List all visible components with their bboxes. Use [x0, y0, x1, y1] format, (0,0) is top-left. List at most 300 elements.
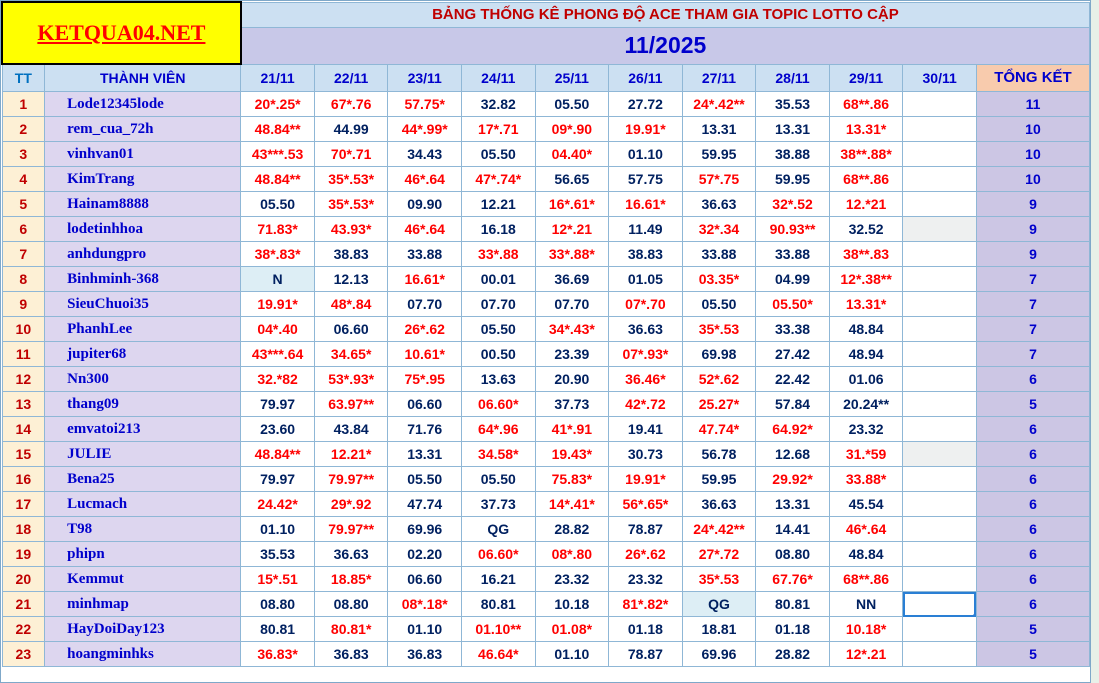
day-cell[interactable]	[903, 492, 977, 517]
day-cell[interactable]	[903, 542, 977, 567]
day-cell[interactable]: 69.96	[682, 642, 756, 667]
day-cell[interactable]	[903, 142, 977, 167]
member-name[interactable]: Lode12345lode	[45, 92, 241, 117]
day-cell[interactable]	[903, 417, 977, 442]
day-cell[interactable]: 33.88	[756, 242, 830, 267]
day-cell[interactable]: 24.42*	[241, 492, 315, 517]
day-cell[interactable]: 36.83	[314, 642, 388, 667]
row-index: 22	[2, 617, 45, 642]
row-index: 5	[2, 192, 45, 217]
day-cell[interactable]: 46.64*	[462, 642, 536, 667]
day-cell[interactable]	[903, 192, 977, 217]
day-cell[interactable]: 26*.62	[388, 317, 462, 342]
day-cell[interactable]: 16.21	[462, 567, 536, 592]
day-cell[interactable]: 05.50	[462, 467, 536, 492]
row-index: 11	[2, 342, 45, 367]
day-cell[interactable]: 47.74*	[682, 417, 756, 442]
day-cell[interactable]: 00.50	[462, 342, 536, 367]
row-total: 9	[976, 217, 1089, 242]
day-cell[interactable]: 57*.75	[682, 167, 756, 192]
day-cell[interactable]: 19.41	[609, 417, 683, 442]
day-cell[interactable]: 47*.74*	[462, 167, 536, 192]
day-cell[interactable]: 67.76*	[756, 567, 830, 592]
day-cell[interactable]: 68**.86	[829, 92, 903, 117]
row-index: 12	[2, 367, 45, 392]
row-index: 4	[2, 167, 45, 192]
day-cell[interactable]	[903, 92, 977, 117]
member-name[interactable]: emvatoi213	[45, 417, 241, 442]
day-cell[interactable]: 38.83	[314, 242, 388, 267]
site-logo	[2, 2, 241, 64]
day-cell[interactable]	[903, 117, 977, 142]
day-cell[interactable]: 13.31*	[829, 292, 903, 317]
row-total: 7	[976, 317, 1089, 342]
day-cell[interactable]: 36.63	[609, 317, 683, 342]
day-cell[interactable]: 33*.88*	[535, 242, 609, 267]
member-name[interactable]: Hainam8888	[45, 192, 241, 217]
day-cell[interactable]: N	[241, 267, 315, 292]
day-cell[interactable]: 71.83*	[241, 217, 315, 242]
day-cell[interactable]: 10.18	[535, 592, 609, 617]
day-cell[interactable]: 48.94	[829, 342, 903, 367]
member-name[interactable]: minhmap	[45, 592, 241, 617]
day-cell[interactable]: 08.80	[241, 592, 315, 617]
day-cell[interactable]	[903, 367, 977, 392]
day-cell[interactable]: 38.83	[609, 242, 683, 267]
row-total: 5	[976, 392, 1089, 417]
day-cell[interactable]	[903, 167, 977, 192]
day-cell[interactable]: 38*.83*	[241, 242, 315, 267]
table-row[interactable]	[2, 442, 1090, 467]
day-cell[interactable]: 07*.93*	[609, 342, 683, 367]
day-cell[interactable]	[903, 292, 977, 317]
day-cell[interactable]: QG	[682, 592, 756, 617]
day-cell[interactable]: 52*.62	[682, 367, 756, 392]
member-name[interactable]: Bena25	[45, 467, 241, 492]
day-cell[interactable]: 79.97	[241, 467, 315, 492]
day-cell[interactable]: 12.21*	[314, 442, 388, 467]
day-cell[interactable]: 01.10	[388, 617, 462, 642]
day-cell[interactable]: 45.54	[829, 492, 903, 517]
day-cell[interactable]: 34.43	[388, 142, 462, 167]
day-cell[interactable]: 01.08*	[535, 617, 609, 642]
day-cell[interactable]: 80.81	[462, 592, 536, 617]
member-name[interactable]: Kemmut	[45, 567, 241, 592]
table-row[interactable]	[2, 292, 1090, 317]
day-cell[interactable]	[903, 467, 977, 492]
day-cell[interactable]: 01.06	[829, 367, 903, 392]
day-cell[interactable]: 67*.76	[314, 92, 388, 117]
table-row[interactable]	[2, 592, 1090, 617]
day-cell[interactable]: 12.13	[314, 267, 388, 292]
day-cell[interactable]: 57.75	[609, 167, 683, 192]
table-row[interactable]	[2, 617, 1090, 642]
day-cell[interactable]: QG	[462, 517, 536, 542]
table-row[interactable]	[2, 92, 1090, 117]
day-cell[interactable]: 13.31	[682, 117, 756, 142]
day-cell[interactable]: 69.98	[682, 342, 756, 367]
day-cell[interactable]: 68**.86	[829, 567, 903, 592]
day-cell[interactable]: 06.60*	[462, 392, 536, 417]
member-name[interactable]: Lucmach	[45, 492, 241, 517]
day-cell[interactable]: 46*.64	[388, 217, 462, 242]
member-name[interactable]: rem_cua_72h	[45, 117, 241, 142]
day-cell[interactable]: 59.95	[682, 467, 756, 492]
table-row[interactable]	[2, 167, 1090, 192]
row-total: 6	[976, 592, 1089, 617]
day-cell[interactable]: 44.99	[314, 117, 388, 142]
day-cell[interactable]: 48.84**	[241, 442, 315, 467]
day-cell[interactable]: 07.70	[462, 292, 536, 317]
day-cell[interactable]: 05.50	[462, 142, 536, 167]
day-cell[interactable]: 46*.64	[388, 167, 462, 192]
day-cell[interactable]: 35*.53	[682, 567, 756, 592]
day-cell[interactable]: 68**.86	[829, 167, 903, 192]
day-cell[interactable]: 15*.51	[241, 567, 315, 592]
day-cell[interactable]: 59.95	[682, 142, 756, 167]
member-name[interactable]: PhanhLee	[45, 317, 241, 342]
day-cell[interactable]: 27.42	[756, 342, 830, 367]
day-cell[interactable]: 32.52	[829, 217, 903, 242]
day-cell[interactable]: 79.97**	[314, 517, 388, 542]
day-cell[interactable]: 71.76	[388, 417, 462, 442]
day-cell[interactable]: 57.84	[756, 392, 830, 417]
member-name[interactable]: lodetinhhoa	[45, 217, 241, 242]
day-cell[interactable]: 64*.96	[462, 417, 536, 442]
day-cell[interactable]	[903, 642, 977, 667]
member-name[interactable]: jupiter68	[45, 342, 241, 367]
day-cell[interactable]: 33*.88	[462, 242, 536, 267]
day-cell[interactable]: 13.31	[388, 442, 462, 467]
table-row[interactable]	[2, 317, 1090, 342]
row-index: 8	[2, 267, 45, 292]
row-index: 20	[2, 567, 45, 592]
day-cell[interactable]: 06.60*	[462, 542, 536, 567]
day-cell[interactable]: 01.18	[756, 617, 830, 642]
member-name[interactable]: phipn	[45, 542, 241, 567]
day-cell[interactable]: 04.99	[756, 267, 830, 292]
day-cell[interactable]: 16*.61*	[535, 192, 609, 217]
day-cell[interactable]: 20.24**	[829, 392, 903, 417]
day-cell[interactable]: 02.20	[388, 542, 462, 567]
day-cell[interactable]: 16.61*	[609, 192, 683, 217]
day-cell[interactable]: 01.10	[609, 142, 683, 167]
day-cell[interactable]: 18.81	[682, 617, 756, 642]
day-cell[interactable]: 03.35*	[682, 267, 756, 292]
table-row[interactable]	[2, 467, 1090, 492]
table-row[interactable]	[2, 192, 1090, 217]
day-cell[interactable]: 05.50*	[756, 292, 830, 317]
day-cell[interactable]: 32*.34	[682, 217, 756, 242]
day-cell[interactable]: 59.95	[756, 167, 830, 192]
day-cell[interactable]: 27.72	[609, 92, 683, 117]
day-cell[interactable]: 79.97	[241, 392, 315, 417]
day-cell[interactable]: 38**.83	[829, 242, 903, 267]
member-name[interactable]: KimTrang	[45, 167, 241, 192]
day-cell[interactable]: 75*.95	[388, 367, 462, 392]
day-cell[interactable]: 43.84	[314, 417, 388, 442]
day-cell[interactable]: 28.82	[535, 517, 609, 542]
table-row[interactable]	[2, 567, 1090, 592]
day-cell[interactable]	[903, 317, 977, 342]
member-name[interactable]: hoangminhks	[45, 642, 241, 667]
day-cell[interactable]: 34.58*	[462, 442, 536, 467]
day-cell[interactable]: 34*.43*	[535, 317, 609, 342]
day-cell[interactable]: 48.84	[829, 542, 903, 567]
day-cell[interactable]: 06.60	[388, 392, 462, 417]
table-row[interactable]	[2, 542, 1090, 567]
day-cell[interactable]: 78.87	[609, 517, 683, 542]
day-cell[interactable]	[903, 592, 977, 617]
day-cell[interactable]: 33.88	[388, 242, 462, 267]
day-cell[interactable]: 19.91*	[609, 467, 683, 492]
day-cell[interactable]: 10.18*	[829, 617, 903, 642]
day-cell[interactable]: 29*.92	[314, 492, 388, 517]
day-cell[interactable]: 35*.53*	[314, 167, 388, 192]
member-name[interactable]: thang09	[45, 392, 241, 417]
table-row[interactable]	[2, 642, 1090, 667]
day-cell[interactable]: 70*.71	[314, 142, 388, 167]
day-cell[interactable]: 14.41	[756, 517, 830, 542]
day-cell[interactable]: 14*.41*	[535, 492, 609, 517]
day-cell[interactable]: 24*.42**	[682, 92, 756, 117]
day-cell[interactable]: 16.18	[462, 217, 536, 242]
member-name[interactable]: JULIE	[45, 442, 241, 467]
table-row[interactable]	[2, 217, 1090, 242]
row-total: 5	[976, 642, 1089, 667]
table-row[interactable]	[2, 142, 1090, 167]
day-cell[interactable]: NN	[829, 592, 903, 617]
day-cell[interactable]: 63.97**	[314, 392, 388, 417]
day-cell[interactable]: 29.92*	[756, 467, 830, 492]
day-cell[interactable]: 80.81	[756, 592, 830, 617]
day-cell[interactable]: 26*.62	[609, 542, 683, 567]
day-cell[interactable]: 35*.53	[682, 317, 756, 342]
day-cell[interactable]: 43***.53	[241, 142, 315, 167]
day-cell[interactable]: 36.83	[388, 642, 462, 667]
table-row[interactable]	[2, 242, 1090, 267]
day-cell[interactable]: 01.18	[609, 617, 683, 642]
day-cell[interactable]: 36.63	[682, 192, 756, 217]
day-cell[interactable]: 07*.70	[609, 292, 683, 317]
day-cell[interactable]: 81*.82*	[609, 592, 683, 617]
day-cell[interactable]: 01.10	[241, 517, 315, 542]
day-cell[interactable]: 04*.40	[241, 317, 315, 342]
day-cell[interactable]: 38**.88*	[829, 142, 903, 167]
table-row[interactable]	[2, 367, 1090, 392]
table-title: BẢNG THỐNG KÊ PHONG ĐỘ ACE THAM GIA TOPIC LOTTO CẬP	[241, 2, 1090, 27]
day-cell[interactable]: 05.50	[388, 467, 462, 492]
day-cell[interactable]: 09.90	[388, 192, 462, 217]
day-cell[interactable]: 31.*59	[829, 442, 903, 467]
day-cell[interactable]: 18.85*	[314, 567, 388, 592]
day-cell[interactable]: 05.50	[535, 92, 609, 117]
day-cell[interactable]: 19.91*	[609, 117, 683, 142]
day-cell[interactable]: 23.32	[535, 567, 609, 592]
day-cell[interactable]: 05.50	[462, 317, 536, 342]
day-cell[interactable]: 23.60	[241, 417, 315, 442]
day-cell[interactable]: 27*.72	[682, 542, 756, 567]
day-cell[interactable]: 13.31	[756, 492, 830, 517]
day-cell[interactable]: 33.88	[682, 242, 756, 267]
day-cell[interactable]: 64.92*	[756, 417, 830, 442]
day-cell[interactable]: 19.91*	[241, 292, 315, 317]
day-cell[interactable]	[903, 242, 977, 267]
day-cell[interactable]: 12*.38**	[829, 267, 903, 292]
day-cell[interactable]: 80.81*	[314, 617, 388, 642]
day-cell[interactable]: 22.42	[756, 367, 830, 392]
day-cell[interactable]: 20*.25*	[241, 92, 315, 117]
day-cell[interactable]: 08*.18*	[388, 592, 462, 617]
day-cell[interactable]: 48.84**	[241, 167, 315, 192]
day-cell[interactable]: 69.96	[388, 517, 462, 542]
day-cell[interactable]: 00.01	[462, 267, 536, 292]
statistics-table	[1, 1, 1090, 667]
day-cell[interactable]: 12.21	[462, 192, 536, 217]
day-cell[interactable]: 08.80	[314, 592, 388, 617]
day-cell[interactable]: 48*.84	[314, 292, 388, 317]
day-cell[interactable]: 44*.99*	[388, 117, 462, 142]
day-cell[interactable]: 20.90	[535, 367, 609, 392]
day-cell[interactable]: 06.60	[388, 567, 462, 592]
table-row[interactable]	[2, 392, 1090, 417]
day-cell[interactable]: 05.50	[682, 292, 756, 317]
day-cell[interactable]: 01.05	[609, 267, 683, 292]
day-cell[interactable]: 08*.80	[535, 542, 609, 567]
day-cell[interactable]: 36.69	[535, 267, 609, 292]
day-cell[interactable]: 48.84	[829, 317, 903, 342]
day-cell[interactable]: 12*.21	[829, 642, 903, 667]
row-index: 9	[2, 292, 45, 317]
day-cell[interactable]: 36.63	[682, 492, 756, 517]
row-total: 11	[976, 92, 1089, 117]
day-cell[interactable]: 13.31*	[829, 117, 903, 142]
day-cell[interactable]: 28.82	[756, 642, 830, 667]
day-cell[interactable]: 32.82	[462, 92, 536, 117]
header-day-6: 26/11	[609, 64, 683, 92]
row-index: 21	[2, 592, 45, 617]
site-logo-text: KETQUA04.NET	[37, 20, 206, 45]
day-cell[interactable]: 10.61*	[388, 342, 462, 367]
day-cell[interactable]: 23.32	[609, 567, 683, 592]
day-cell[interactable]: 16.61*	[388, 267, 462, 292]
day-cell[interactable]	[903, 267, 977, 292]
day-cell[interactable]: 01.10**	[462, 617, 536, 642]
member-name[interactable]: SieuChuoi35	[45, 292, 241, 317]
day-cell[interactable]: 13.31	[756, 117, 830, 142]
day-cell[interactable]: 33.88*	[829, 467, 903, 492]
member-name[interactable]: vinhvan01	[45, 142, 241, 167]
day-cell[interactable]: 07.70	[388, 292, 462, 317]
day-cell[interactable]	[903, 517, 977, 542]
member-name[interactable]: Nn300	[45, 367, 241, 392]
day-cell[interactable]: 90.93**	[756, 217, 830, 242]
day-cell[interactable]: 12*.21	[535, 217, 609, 242]
day-cell[interactable]: 32*.52	[756, 192, 830, 217]
day-cell[interactable]	[903, 342, 977, 367]
day-cell[interactable]: 24*.42**	[682, 517, 756, 542]
day-cell[interactable]: 35*.53*	[314, 192, 388, 217]
day-cell[interactable]: 42*.72	[609, 392, 683, 417]
table-row[interactable]	[2, 342, 1090, 367]
day-cell[interactable]	[903, 442, 977, 467]
day-cell[interactable]: 06.60	[314, 317, 388, 342]
row-total: 6	[976, 517, 1089, 542]
day-cell[interactable]	[903, 617, 977, 642]
day-cell[interactable]: 17*.71	[462, 117, 536, 142]
row-total: 6	[976, 417, 1089, 442]
table-row[interactable]	[2, 267, 1090, 292]
day-cell[interactable]: 19.43*	[535, 442, 609, 467]
day-cell[interactable]: 53*.93*	[314, 367, 388, 392]
day-cell[interactable]: 34.65*	[314, 342, 388, 367]
row-total: 10	[976, 142, 1089, 167]
day-cell[interactable]: 32.*82	[241, 367, 315, 392]
member-name[interactable]: T98	[45, 517, 241, 542]
day-cell[interactable]: 41*.91	[535, 417, 609, 442]
day-cell[interactable]: 33.38	[756, 317, 830, 342]
day-cell[interactable]: 23.32	[829, 417, 903, 442]
day-cell[interactable]: 13.63	[462, 367, 536, 392]
day-cell[interactable]	[903, 567, 977, 592]
table-row[interactable]	[2, 492, 1090, 517]
day-cell[interactable]: 36.46*	[609, 367, 683, 392]
day-cell[interactable]: 56.78	[682, 442, 756, 467]
day-cell[interactable]: 30.73	[609, 442, 683, 467]
day-cell[interactable]	[903, 392, 977, 417]
day-cell[interactable]: 36.83*	[241, 642, 315, 667]
day-cell[interactable]: 38.88	[756, 142, 830, 167]
day-cell[interactable]: 09*.90	[535, 117, 609, 142]
day-cell[interactable]: 43***.64	[241, 342, 315, 367]
day-cell[interactable]: 04.40*	[535, 142, 609, 167]
day-cell[interactable]: 56.65	[535, 167, 609, 192]
day-cell[interactable]: 47.74	[388, 492, 462, 517]
day-cell[interactable]: 36.63	[314, 542, 388, 567]
day-cell[interactable]: 78.87	[609, 642, 683, 667]
day-cell[interactable]: 01.10	[535, 642, 609, 667]
day-cell[interactable]: 79.97**	[314, 467, 388, 492]
day-cell[interactable]: 08.80	[756, 542, 830, 567]
member-name[interactable]: anhdungpro	[45, 242, 241, 267]
day-cell[interactable]: 12.*21	[829, 192, 903, 217]
day-cell[interactable]: 11.49	[609, 217, 683, 242]
day-cell[interactable]: 25.27*	[682, 392, 756, 417]
member-name[interactable]: Binhminh-368	[45, 267, 241, 292]
day-cell[interactable]: 35.53	[241, 542, 315, 567]
day-cell[interactable]: 43.93*	[314, 217, 388, 242]
day-cell[interactable]	[903, 217, 977, 242]
day-cell[interactable]: 37.73	[462, 492, 536, 517]
table-row[interactable]	[2, 117, 1090, 142]
day-cell[interactable]: 35.53	[756, 92, 830, 117]
day-cell[interactable]: 37.73	[535, 392, 609, 417]
day-cell[interactable]: 48.84**	[241, 117, 315, 142]
table-body	[2, 92, 1090, 667]
day-cell[interactable]: 12.68	[756, 442, 830, 467]
table-row[interactable]	[2, 517, 1090, 542]
day-cell[interactable]: 07.70	[535, 292, 609, 317]
table-row[interactable]	[2, 417, 1090, 442]
day-cell[interactable]: 23.39	[535, 342, 609, 367]
day-cell[interactable]: 05.50	[241, 192, 315, 217]
day-cell[interactable]: 75.83*	[535, 467, 609, 492]
day-cell[interactable]: 46*.64	[829, 517, 903, 542]
day-cell[interactable]: 57.75*	[388, 92, 462, 117]
day-cell[interactable]: 56*.65*	[609, 492, 683, 517]
day-cell[interactable]: 80.81	[241, 617, 315, 642]
member-name[interactable]: HayDoiDay123	[45, 617, 241, 642]
